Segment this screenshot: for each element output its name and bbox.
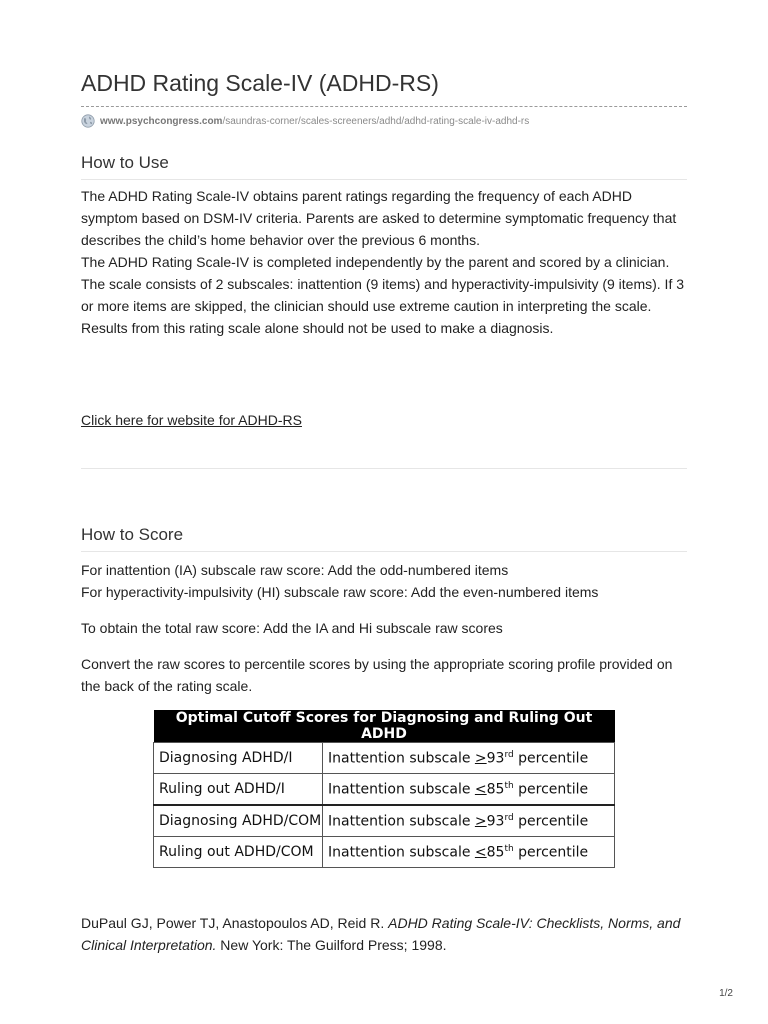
citation-publisher: New York: The Guilford Press; 1998. [216, 937, 447, 953]
row-label: Ruling out ADHD/I [154, 774, 323, 806]
table-row [154, 837, 615, 868]
how-to-use-divider [81, 179, 687, 180]
how-to-score-divider [81, 551, 687, 552]
section-divider [81, 468, 687, 469]
table-row [154, 805, 615, 837]
how-to-use-paragraph-2: The ADHD Rating Scale-IV is completed independently by the parent and scored by a clinician. The scale consists of 2 subscales: inattention (9 items) and hyperactivity-impulsivity (9 items). If 3 or more items are skipped, the clinician should use extreme caution in interpreting the scale. Results from this rating scale alone should not be used to make a diagnosis. [81, 254, 685, 336]
citation-title: ADHD Rating Scale-IV: Checklists, Norms, and Clinical Interpretation. [81, 915, 681, 953]
table-row [154, 743, 615, 774]
cutoff-scores-table [153, 710, 615, 868]
globe-icon [81, 114, 95, 128]
source-url[interactable] [81, 114, 529, 128]
table-row [154, 774, 615, 806]
score-line-total: To obtain the total raw score: Add the IA and Hi subscale raw scores [81, 620, 503, 636]
how-to-use-body [81, 185, 687, 339]
row-label: Diagnosing ADHD/I [154, 743, 323, 774]
how-to-score-heading: How to Score [81, 525, 184, 544]
row-criterion: Inattention subscale >93rd percentile [323, 805, 615, 837]
score-line-inattention: For inattention (IA) subscale raw score: Add the odd-numbered items [81, 562, 509, 578]
adhd-rs-website-link[interactable]: Click here for website for ADHD-RS [81, 412, 302, 428]
source-domain: www.psychcongress.com [100, 115, 223, 127]
citation-authors: DuPaul GJ, Power TJ, Anastopoulos AD, Reid R. [81, 915, 389, 931]
citation [81, 912, 687, 956]
row-criterion: Inattention subscale >93rd percentile [323, 743, 615, 774]
source-path: /saundras-corner/scales-screeners/adhd/adhd-rating-scale-iv-adhd-rs [222, 115, 530, 127]
row-label: Ruling out ADHD/COM [154, 837, 323, 868]
cutoff-table-header: Optimal Cutoff Scores for Diagnosing and Ruling Out ADHD [154, 710, 615, 743]
how-to-use-heading: How to Use [81, 153, 169, 172]
page-number: 1/2 [719, 988, 733, 999]
score-line-convert: Convert the raw scores to percentile scores by using the appropriate scoring profile provided on the back of the rating scale. [81, 656, 673, 694]
title-divider [81, 106, 687, 107]
score-line-hyperactivity: For hyperactivity-impulsivity (HI) subscale raw score: Add the even-numbered items [81, 584, 599, 600]
page-title: ADHD Rating Scale-IV (ADHD-RS) [81, 70, 439, 96]
row-criterion: Inattention subscale <85th percentile [323, 774, 615, 806]
row-criterion: Inattention subscale <85th percentile [323, 837, 615, 868]
how-to-use-paragraph-1: The ADHD Rating Scale-IV obtains parent ratings regarding the frequency of each ADHD symptom based on DSM-IV criteria. Parents are asked to determine symptomatic frequency that describes the child’s home behavior over the previous 6 months. [81, 188, 677, 248]
row-label: Diagnosing ADHD/COM [154, 805, 323, 837]
